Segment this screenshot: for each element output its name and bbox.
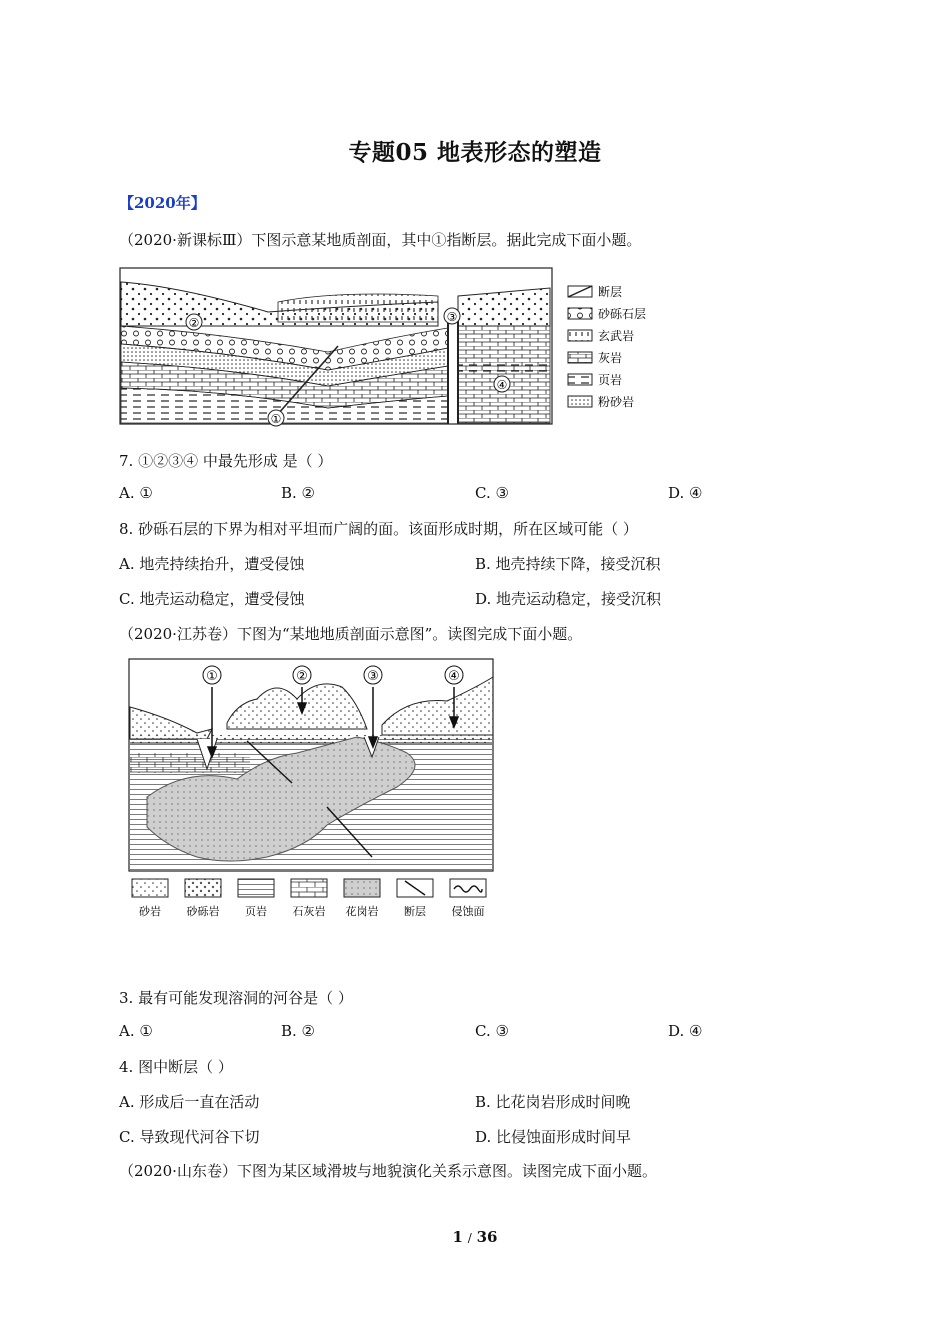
legend-granite: 花岗岩: [345, 905, 379, 918]
question-intro-1: （2020·新课标Ⅲ）下图示意某地质剖面，其中①指断层。据此完成下面小题。: [119, 231, 642, 249]
svg-text:④: ④: [496, 378, 508, 392]
q4-option-d[interactable]: D. 比侵蚀面形成时间早: [475, 1128, 632, 1146]
question-intro-3: （2020·山东卷）下图为某区域滑坡与地貌演化关系示意图。读图完成下面小题。: [119, 1162, 657, 1180]
figure2-label-1: [203, 666, 221, 684]
q8-option-b[interactable]: B. 地壳持续下降，接受沉积: [475, 555, 661, 573]
figure1-label-4: [494, 376, 510, 392]
q3-option-b[interactable]: B. ②: [281, 1022, 316, 1040]
svg-text:①: ①: [270, 412, 282, 426]
page-separator: /: [467, 1231, 472, 1245]
q7-option-c[interactable]: C. ③: [475, 484, 509, 502]
legend-erosion-surface: 侵蚀面: [451, 905, 485, 918]
legend-conglomerate: 砂砾岩: [186, 905, 220, 918]
legend-shale: 页岩: [245, 905, 267, 918]
question-7-stem: 7. ①②③④ 中最先形成 是（ ）: [119, 452, 333, 470]
figure2-legend: [132, 879, 486, 918]
page-total: 36: [476, 1228, 498, 1246]
svg-text:①: ①: [206, 669, 218, 684]
legend-basalt: 玄武岩: [598, 329, 635, 343]
year-tag: 【2020年】: [119, 194, 206, 212]
figure1-label-2: [186, 314, 202, 330]
legend-gravel: 砂砾石层: [598, 307, 647, 321]
question-3-stem: 3. 最有可能发现溶洞的河谷是（ ）: [119, 989, 353, 1007]
q4-option-b[interactable]: B. 比花岗岩形成时间晚: [475, 1093, 631, 1111]
figure1-label-1: [268, 410, 284, 426]
question-4-stem: 4. 图中断层（ ）: [119, 1058, 233, 1076]
q8-option-c[interactable]: C. 地壳运动稳定，遭受侵蚀: [119, 590, 305, 608]
svg-text:②: ②: [296, 669, 308, 684]
q7-option-d[interactable]: D. ④: [668, 484, 703, 502]
page-title: 专题05 地表形态的塑造: [348, 139, 602, 166]
page-number: [0, 1228, 950, 1246]
legend-limestone: 灰岩: [598, 351, 623, 365]
q7-option-b[interactable]: B. ②: [281, 484, 316, 502]
figure2-label-3: [364, 666, 382, 684]
geologic-section-figure-2: [127, 657, 499, 923]
figure1-label-3: [444, 308, 460, 324]
legend-sandstone: 砂岩: [139, 905, 161, 918]
svg-text:③: ③: [367, 669, 379, 684]
question-8-stem: 8. 砂砾石层的下界为相对平坦而广阔的面。该面形成时期，所在区域可能（ ）: [119, 520, 638, 538]
q8-option-d[interactable]: D. 地壳运动稳定，接受沉积: [475, 590, 662, 608]
page-current: 1: [452, 1228, 463, 1246]
q3-option-d[interactable]: D. ④: [668, 1022, 703, 1040]
legend-fault: 断层: [404, 905, 426, 918]
legend-shale: 页岩: [598, 373, 623, 387]
svg-text:③: ③: [446, 310, 458, 324]
legend-limestone: 石灰岩: [292, 905, 326, 918]
q4-option-c[interactable]: C. 导致现代河谷下切: [119, 1128, 260, 1146]
figure2-label-4: [445, 666, 463, 684]
legend-siltstone: 粉砂岩: [598, 395, 635, 409]
q8-option-a[interactable]: A. 地壳持续抬升，遭受侵蚀: [119, 555, 305, 573]
q7-option-a[interactable]: A. ①: [119, 484, 153, 502]
q3-option-c[interactable]: C. ③: [475, 1022, 509, 1040]
question-intro-2: （2020·江苏卷）下图为“某地地质剖面示意图”。读图完成下面小题。: [119, 625, 583, 643]
figure1-legend: [568, 284, 646, 409]
svg-text:②: ②: [188, 316, 200, 330]
svg-text:④: ④: [448, 669, 460, 684]
geologic-section-figure-1: [118, 266, 663, 428]
figure2-label-2: [293, 666, 311, 684]
q3-option-a[interactable]: A. ①: [119, 1022, 153, 1040]
legend-fault: 断层: [598, 285, 623, 299]
q4-option-a[interactable]: A. 形成后一直在活动: [119, 1093, 260, 1111]
